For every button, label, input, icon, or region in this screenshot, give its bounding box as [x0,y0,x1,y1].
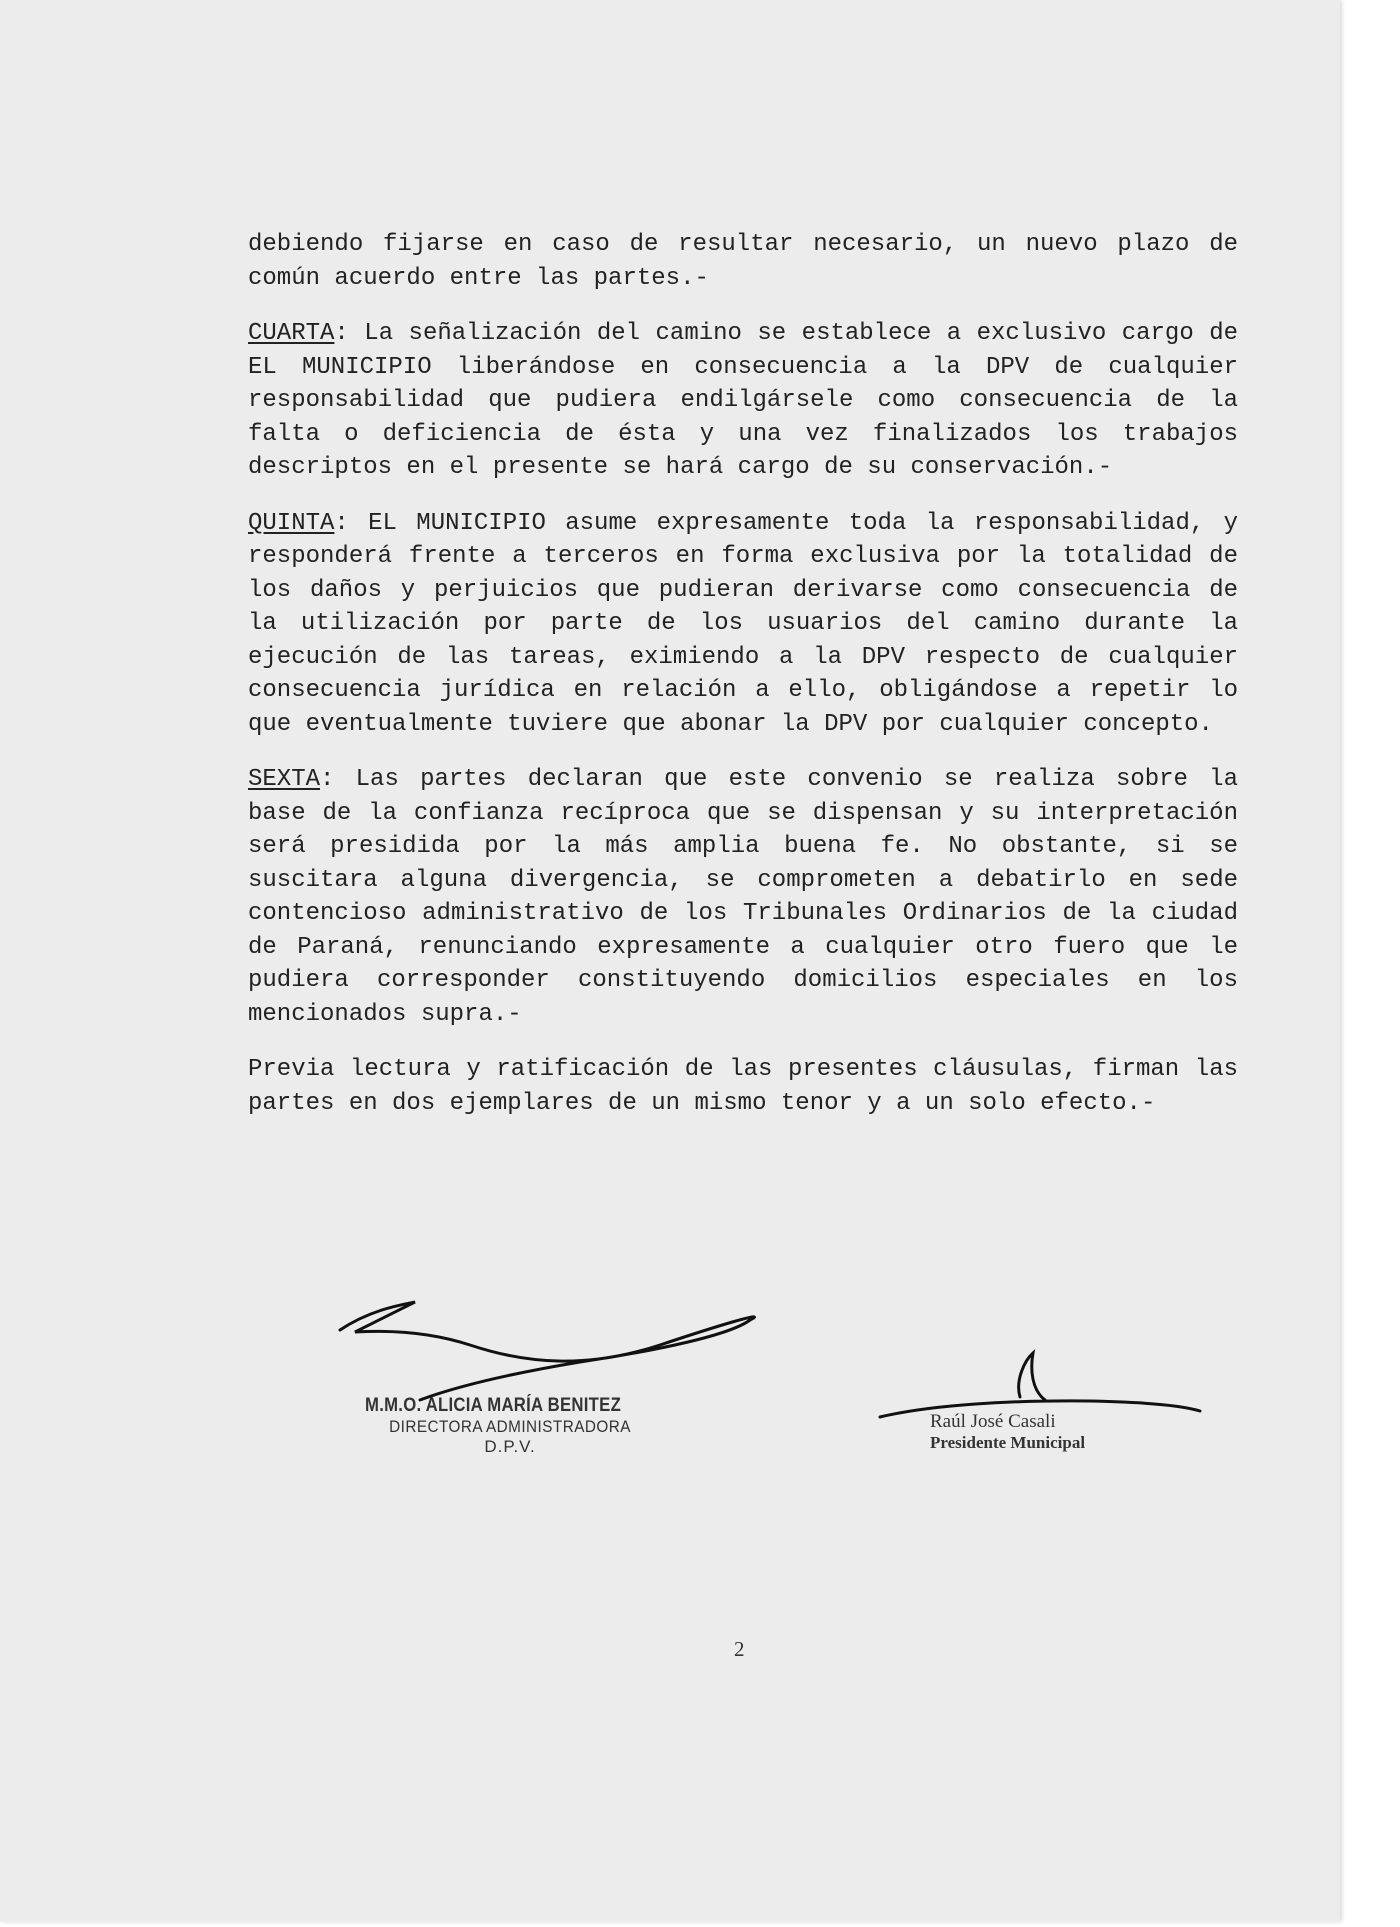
signatory-name: M.M.O. ALICIA MARÍA BENITEZ [365,1395,622,1416]
page-number: 2 [734,1637,745,1661]
paragraph-text: debiendo fijarse en caso de resultar necesario, un nuevo plazo de común acuerdo entre las partes.- [248,231,1238,292]
signatory-name: Raúl José Casali [930,1411,1056,1432]
signatory-left [365,1395,655,1457]
signatory-right [930,1411,1130,1453]
paragraph-text: Previa lectura y ratificación de las presentes cláusulas, firman las partes en dos ejemplares de un mismo tenor y a un solo efecto.- [248,1056,1238,1117]
clause-cuarta [248,317,1238,485]
clause-title: SEXTA [248,766,321,793]
closing-paragraph [248,1053,1238,1120]
paragraph-continuation [248,228,1238,295]
clause-text: : Las partes declaran que este convenio se realiza sobre la base de la confianza recíproca que se dispensan y su interpretación será presidida por la más amplia buena fe. No obstante, si se suscitara alguna divergencia, se comprometen a debatirlo en sede contencioso administrativo de los Tribunales Ordinarios de la ciudad de Paraná, renunciando expresamente a cualquier otro fuero que le pudiera corresponder constituyendo domicilios especiales en los mencionados supra.- [248,766,1238,1028]
signatory-role: DIRECTORA ADMINISTRADORA [389,1417,631,1436]
document-body [248,228,1238,1142]
clause-sexta [248,763,1238,1031]
clause-title: CUARTA [248,320,335,347]
clause-text: : La señalización del camino se establece a exclusivo cargo de EL MUNICIPIO liberándose en consecuencia a la DPV de cualquier responsabilidad que pudiera endilgársele como consecuencia de la falta o deficiencia de ésta y una vez finalizados los trabajos descriptos en el presente se hará cargo de su conservación.- [248,320,1238,481]
clause-title: QUINTA [248,509,335,537]
clause-quinta [248,507,1238,742]
signatory-role: Presidente Municipal [930,1433,1086,1452]
clause-text: : EL MUNICIPIO asume expresamente toda la responsabilidad, y responderá frente a terceros en forma exclusiva por la totalidad de los daños y perjuicios que pudieran derivarse como consecuencia de la utilización por parte de los usuarios del camino durante la ejecución de las tareas, eximiendo a la DPV respecto de cualquier consecuencia jurídica en relación a ello, obligándose a repetir lo que eventualmente tuviere que abonar la DPV por cualquier concepto. [248,509,1238,738]
signatory-org: D.P.V. [484,1437,536,1456]
